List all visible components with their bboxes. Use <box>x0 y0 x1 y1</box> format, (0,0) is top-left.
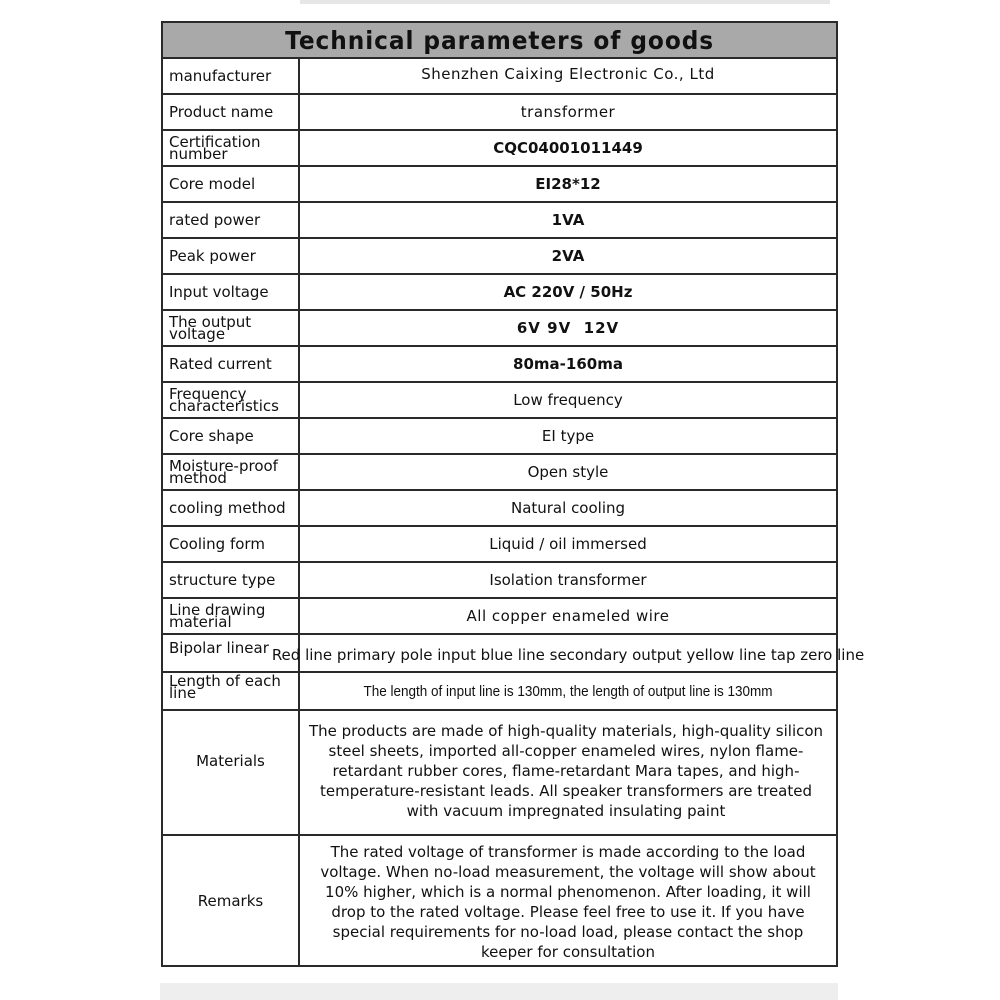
row-line-length <box>163 673 836 711</box>
row-remarks <box>163 836 836 965</box>
row-core-model <box>163 167 836 203</box>
row-label: Frequency characteristics <box>163 383 300 417</box>
row-label: Certification number <box>163 131 300 165</box>
row-rated-current <box>163 347 836 383</box>
row-structure-type <box>163 563 836 599</box>
row-core-shape <box>163 419 836 455</box>
row-rated-power <box>163 203 836 239</box>
table-title: Technical parameters of goods <box>285 25 714 55</box>
row-value: Shenzhen Caixing Electronic Co., Ltd <box>421 65 715 83</box>
row-value: All copper enameled wire <box>466 607 670 625</box>
row-label: structure type <box>163 563 300 597</box>
row-value: 80ma-160ma <box>513 355 623 373</box>
row-value: 6V 9V 12V <box>516 319 620 337</box>
row-value: EI type <box>541 427 595 445</box>
row-label: manufacturer <box>163 59 300 93</box>
row-value: transformer <box>520 103 616 121</box>
row-value: Open style <box>527 463 609 481</box>
parameter-table <box>161 21 865 967</box>
row-materials <box>163 711 836 836</box>
row-label: The output voltage <box>163 311 300 345</box>
row-peak-power <box>163 239 836 275</box>
row-label: Length of each line <box>163 673 300 709</box>
row-value: 2VA <box>551 247 585 265</box>
row-output-voltage <box>163 311 836 347</box>
row-manufacturer <box>163 59 836 95</box>
top-strip <box>300 0 830 4</box>
row-label: Core model <box>163 167 300 201</box>
row-label: cooling method <box>163 491 300 525</box>
row-bipolar-linear <box>163 635 865 673</box>
row-label: Materials <box>163 711 300 834</box>
row-label: Moisture-proof method <box>163 455 300 489</box>
row-value: The products are made of high-quality materials, high-quality silicon steel sheets, imported all-copper enameled wires, nylon flame-retardant rubber cores, flame-retardant Mara tapes, and high-temperature-resistant leads. All speaker transformers are treated with vacuum impregnated insulating paint <box>308 722 824 820</box>
row-value: Liquid / oil immersed <box>489 535 647 553</box>
row-label: Remarks <box>163 836 300 965</box>
row-value: CQC04001011449 <box>493 139 643 157</box>
row-product-name <box>163 95 836 131</box>
row-label: Core shape <box>163 419 300 453</box>
row-value: AC 220V / 50Hz <box>503 283 633 301</box>
row-value: Natural cooling <box>510 499 626 517</box>
row-value: 1VA <box>551 211 585 229</box>
row-moisture-proof <box>163 455 836 491</box>
table-title-bar <box>163 23 836 59</box>
row-label: Bipolar linear <box>163 635 300 671</box>
row-cooling-form <box>163 527 836 563</box>
row-value: EI28*12 <box>535 175 601 193</box>
row-label: Product name <box>163 95 300 129</box>
row-frequency <box>163 383 836 419</box>
row-label: Line drawing material <box>163 599 300 633</box>
row-cooling-method <box>163 491 836 527</box>
row-line-material <box>163 599 836 635</box>
row-certification <box>163 131 836 167</box>
row-value: Low frequency <box>513 391 623 409</box>
row-label: rated power <box>163 203 300 237</box>
row-value: Isolation transformer <box>489 571 647 589</box>
row-label: Cooling form <box>163 527 300 561</box>
row-label: Peak power <box>163 239 300 273</box>
row-label: Rated current <box>163 347 300 381</box>
row-label: Input voltage <box>163 275 300 309</box>
row-value: The length of input line is 130mm, the length of output line is 130mm <box>363 682 773 700</box>
row-value: The rated voltage of transformer is made according to the load voltage. When no-load measurement, the voltage will show about 10% higher, which is a normal phenomenon. After loading, it will drop to the rated voltage. Please feel free to use it. If you have special requirements for no-load load, please contact the shop keeper for consultation <box>320 843 816 961</box>
bottom-strip <box>160 983 838 1000</box>
row-input-voltage <box>163 275 836 311</box>
row-value: Red line primary pole input blue line secondary output yellow line tap zero line <box>271 646 865 664</box>
